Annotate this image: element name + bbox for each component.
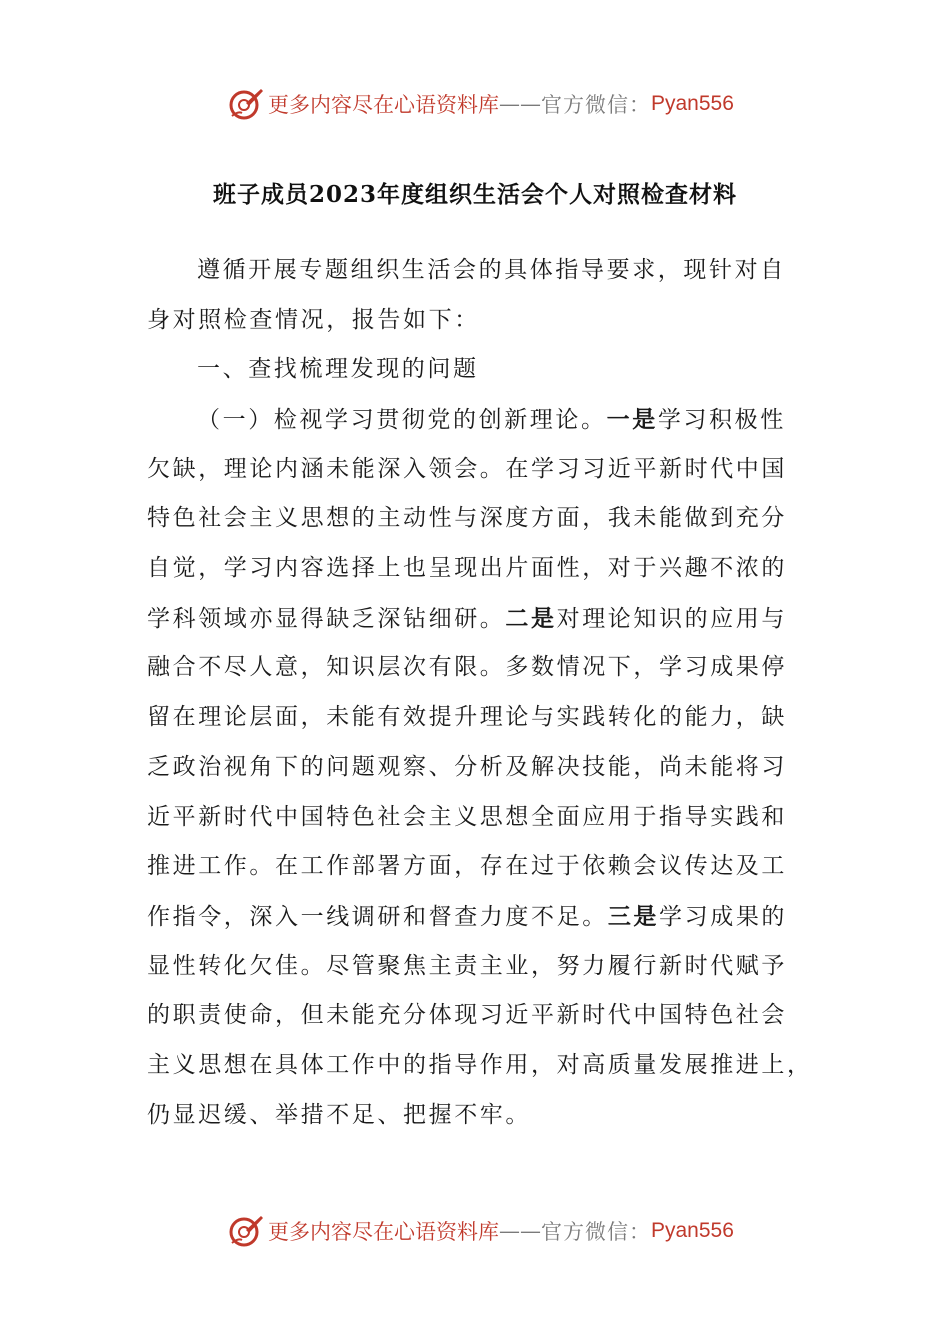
watermark-header xyxy=(228,84,734,124)
watermark-contact-label: 官方微信： xyxy=(541,93,651,117)
document-title: 班子成员2023年度组织生活会个人对照检查材料 xyxy=(212,181,737,208)
body-line: 的职责使命，但未能充分体现习近平新时代中国特色社会 xyxy=(147,1002,787,1029)
point-label: 一是 xyxy=(606,406,658,433)
watermark-contact-id: Pyan556 xyxy=(651,92,734,115)
body-line: 欠缺，理论内涵未能深入领会。在学习习近平新时代中国 xyxy=(147,455,787,482)
watermark-footer xyxy=(228,1211,734,1251)
intro-line: 遵循开展专题组织生活会的具体指导要求，现针对自 xyxy=(197,257,786,283)
watermark-dash: —— xyxy=(499,92,541,116)
watermark-dash: —— xyxy=(499,1219,541,1243)
intro-line: 身对照检查情况，报告如下： xyxy=(147,306,480,333)
body-line: 乏政治视角下的问题观察、分析及解决技能，尚未能将习 xyxy=(147,753,787,780)
pen-nib-logo-icon xyxy=(228,1213,264,1249)
body-line: 仍显迟缓、举措不足、把握不牢。 xyxy=(147,1101,531,1128)
point-label: 三是 xyxy=(607,902,660,930)
pen-nib-logo-icon xyxy=(228,86,264,122)
body-line: 学科领域亦显得缺乏深钻细研。二是对理论知识的应用与 xyxy=(147,604,788,632)
body-line: 作指令，深入一线调研和督查力度不足。三是学习成果的 xyxy=(147,902,788,930)
body-line: 特色社会主义思想的主动性与深度方面，我未能做到充分 xyxy=(147,505,787,532)
body-line: 融合不尽人意，知识层次有限。多数情况下，学习成果停 xyxy=(147,654,787,681)
body-line: 近平新时代中国特色社会主义思想全面应用于指导实践和 xyxy=(147,803,787,830)
body-line: 推进工作。在工作部署方面，存在过于依赖会议传达及工 xyxy=(147,853,787,880)
body-line: （一）检视学习贯彻党的创新理论。一是学习积极性 xyxy=(197,406,786,433)
subsection-body xyxy=(147,395,813,1140)
body-line: 显性转化欠佳。尽管聚焦主责主业，努力履行新时代赋予 xyxy=(147,952,787,979)
body-line: 主义思想在具体工作中的指导作用，对高质量发展推进上， xyxy=(147,1051,813,1078)
watermark-site-name: 更多内容尽在心语资料库 xyxy=(268,93,499,117)
point-label: 二是 xyxy=(505,604,557,632)
watermark-contact-id: Pyan556 xyxy=(651,1219,734,1242)
watermark-contact-label: 官方微信： xyxy=(541,1220,651,1244)
body-line: 自觉，学习内容选择上也呈现出片面性，对于兴趣不浓的 xyxy=(147,555,787,582)
intro-paragraph xyxy=(147,246,786,345)
section-heading: 一、查找梳理发现的问题 xyxy=(197,356,479,382)
body-line: 留在理论层面，未能有效提升理论与实践转化的能力，缺 xyxy=(147,704,787,731)
watermark-site-name: 更多内容尽在心语资料库 xyxy=(268,1220,499,1244)
